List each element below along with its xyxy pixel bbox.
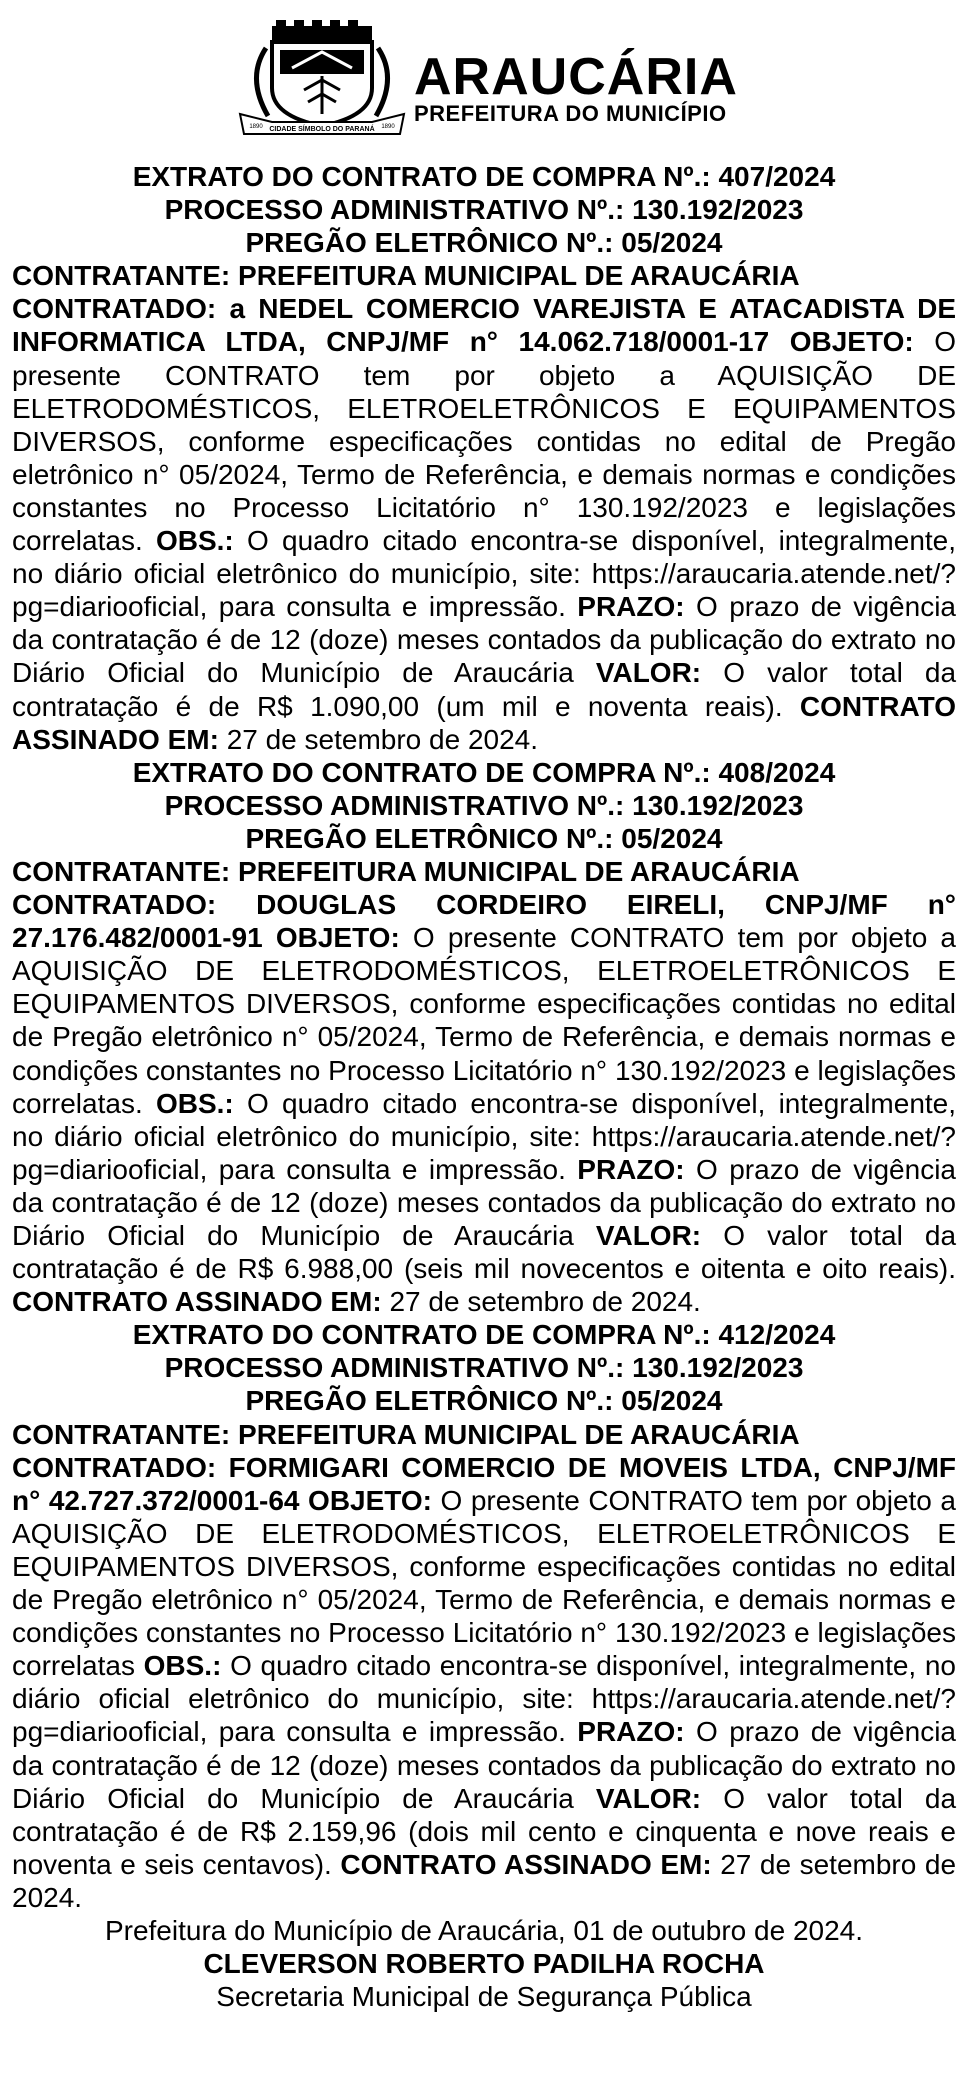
objeto-text: O presente CONTRATO tem por objeto a AQUISIÇÃO DE ELETRODOMÉSTICOS, ELETROELETRÔNICOS E EQUIPAMENTOS DIVERSOS, conforme especificações contidas no edital de Pregão eletrônico n° 05/2024, Termo de Referência, e demais normas e condições constantes no Processo Licitatório n° 130.192/2023 e legislações correlatas — [12, 1484, 956, 1682]
signer-name: CLEVERSON ROBERTO PADILHA ROCHA — [203, 1947, 765, 1979]
contract-contratante: CONTRATANTE: PREFEITURA MUNICIPAL DE ARAUCÁRIA — [12, 1418, 800, 1450]
valor-text: O valor total da contratação é de R$ 1.090,00 (um mil e noventa reais). — [12, 657, 957, 722]
contract-contratado: CONTRATADO: DOUGLAS CORDEIRO EIRELI, CNPJ/MF n° 27.176.482/0001-91 — [12, 889, 956, 954]
prazo-label: PRAZO: — [577, 591, 685, 623]
contract-title: EXTRATO DO CONTRATO DE COMPRA Nº.: 412/2024 — [132, 1319, 836, 1351]
brand-subtitle: PREFEITURA DO MUNICÍPIO — [414, 101, 727, 126]
obs-text: O quadro citado encontra-se disponível, integralmente, no diário oficial eletrônico do município, site: https://araucaria.atende.net/?pg=diariooficial, para consulta e impressão. — [12, 1650, 957, 1748]
contract-extract — [12, 160, 956, 756]
prazo-text: O prazo de vigência da contratação é de 12 (doze) meses contados da publicação do extrato no Diário Oficial do Município de Araucária — [12, 591, 956, 689]
header — [12, 0, 956, 160]
contract-pregao: PREGÃO ELETRÔNICO Nº.: 05/2024 — [245, 822, 723, 854]
signature-block — [12, 1914, 956, 2013]
contract-body — [12, 292, 956, 755]
crest-year-left: 1890 — [249, 124, 263, 130]
valor-label: VALOR: — [595, 1220, 702, 1251]
contract-contratante: CONTRATANTE: PREFEITURA MUNICIPAL DE ARAUCÁRIA — [12, 260, 800, 292]
crest-ribbon-text: CIDADE SÍMBOLO DO PARANÁ — [269, 126, 375, 133]
valor-text: O valor total da contratação é de R$ 6.988,00 (seis mil novecentos e oitenta e oito reais). — [12, 1220, 957, 1285]
obs-label: OBS.: — [155, 525, 234, 557]
assinado-date: 27 de setembro de 2024. — [226, 723, 539, 755]
valor-label: VALOR: — [595, 1782, 702, 1814]
objeto-text: O presente CONTRATO tem por objeto a AQUISIÇÃO DE ELETRODOMÉSTICOS, ELETROELETRÔNICOS E EQUIPAMENTOS DIVERSOS, conforme especificações contidas no edital de Pregão eletrônico n° 05/2024, Termo de Referência, e demais normas e condições constantes no Processo Licitatório n° 130.192/2023 e legislações correlatas. — [12, 326, 956, 557]
obs-text: O quadro citado encontra-se disponível, integralmente, no diário oficial eletrônico do município, site: https://araucaria.atende.net/?pg=diariooficial, para consulta e impressão. — [12, 1087, 957, 1185]
obs-label: OBS.: — [155, 1087, 234, 1119]
brand — [414, 48, 738, 126]
valor-label: VALOR: — [595, 657, 702, 689]
assinado-label: CONTRATO ASSINADO EM: — [12, 690, 956, 755]
place-date: Prefeitura do Município de Araucária, 01 de outubro de 2024. — [104, 1914, 864, 1946]
contract-processo: PROCESSO ADMINISTRATIVO Nº.: 130.192/2023 — [164, 1352, 804, 1384]
assinado-date: 27 de setembro de 2024. — [12, 1848, 957, 1913]
prazo-text: O prazo de vigência da contratação é de 12 (doze) meses contados da publicação do extrato no Diário Oficial do Município de Araucária — [12, 1716, 956, 1814]
contract-pregao: PREGÃO ELETRÔNICO Nº.: 05/2024 — [245, 227, 723, 259]
contract-contratado: CONTRATADO: a NEDEL COMERCIO VAREJISTA E ATACADISTA DE INFORMATICA LTDA, CNPJ/MF n° 14.062.718/0001-17 — [12, 293, 956, 358]
assinado-label: CONTRATO ASSINADO EM: — [12, 1286, 382, 1318]
valor-text: O valor total da contratação é de R$ 2.159,96 (dois mil cento e cinquenta e nove reais e noventa e seis centavos). — [12, 1782, 957, 1880]
contract-body — [12, 888, 956, 1318]
contract-contratante: CONTRATANTE: PREFEITURA MUNICIPAL DE ARAUCÁRIA — [12, 855, 800, 887]
brand-name: ARAUCÁRIA — [414, 48, 738, 106]
contract-processo: PROCESSO ADMINISTRATIVO Nº.: 130.192/2023 — [164, 789, 804, 821]
contract-processo: PROCESSO ADMINISTRATIVO Nº.: 130.192/2023 — [164, 194, 804, 226]
signer-role: Secretaria Municipal de Segurança Pública — [216, 1980, 752, 2012]
obs-text: O quadro citado encontra-se disponível, integralmente, no diário oficial eletrônico do município, site: https://araucaria.atende.net/?pg=diariooficial, para consulta e impressão. — [12, 525, 957, 623]
objeto-label: OBJETO: — [308, 1484, 432, 1516]
objeto-label: OBJETO: — [275, 922, 400, 954]
municipal-crest-icon — [232, 18, 412, 138]
assinado-label: CONTRATO ASSINADO EM: — [340, 1848, 712, 1880]
prazo-label: PRAZO: — [577, 1716, 685, 1748]
prazo-text: O prazo de vigência da contratação é de 12 (doze) meses contados da publicação do extrato no Diário Oficial do Município de Araucária — [12, 1153, 956, 1251]
assinado-date: 27 de setembro de 2024. — [389, 1286, 701, 1318]
prazo-label: PRAZO: — [577, 1153, 685, 1185]
contract-title: EXTRATO DO CONTRATO DE COMPRA Nº.: 408/2024 — [132, 756, 836, 788]
contract-body — [12, 1451, 956, 1914]
contract-extract — [12, 756, 956, 1319]
obs-label: OBS.: — [143, 1650, 222, 1682]
contract-contratado: CONTRATADO: FORMIGARI COMERCIO DE MOVEIS LTDA, CNPJ/MF n° 42.727.372/0001-64 — [12, 1451, 956, 1516]
objeto-label: OBJETO: — [789, 326, 914, 358]
contract-title: EXTRATO DO CONTRATO DE COMPRA Nº.: 407/2024 — [132, 161, 836, 192]
contract-pregao: PREGÃO ELETRÔNICO Nº.: 05/2024 — [245, 1385, 723, 1417]
crest-year-right: 1890 — [381, 124, 395, 130]
objeto-text: O presente CONTRATO tem por objeto a AQUISIÇÃO DE ELETRODOMÉSTICOS, ELETROELETRÔNICOS E EQUIPAMENTOS DIVERSOS, conforme especificações contidas no edital de Pregão eletrônico n° 05/2024, Termo de Referência, e demais normas e condições constantes no Processo Licitatório n° 130.192/2023 e legislações correlatas. — [12, 922, 956, 1119]
contract-extract — [12, 1318, 956, 1914]
